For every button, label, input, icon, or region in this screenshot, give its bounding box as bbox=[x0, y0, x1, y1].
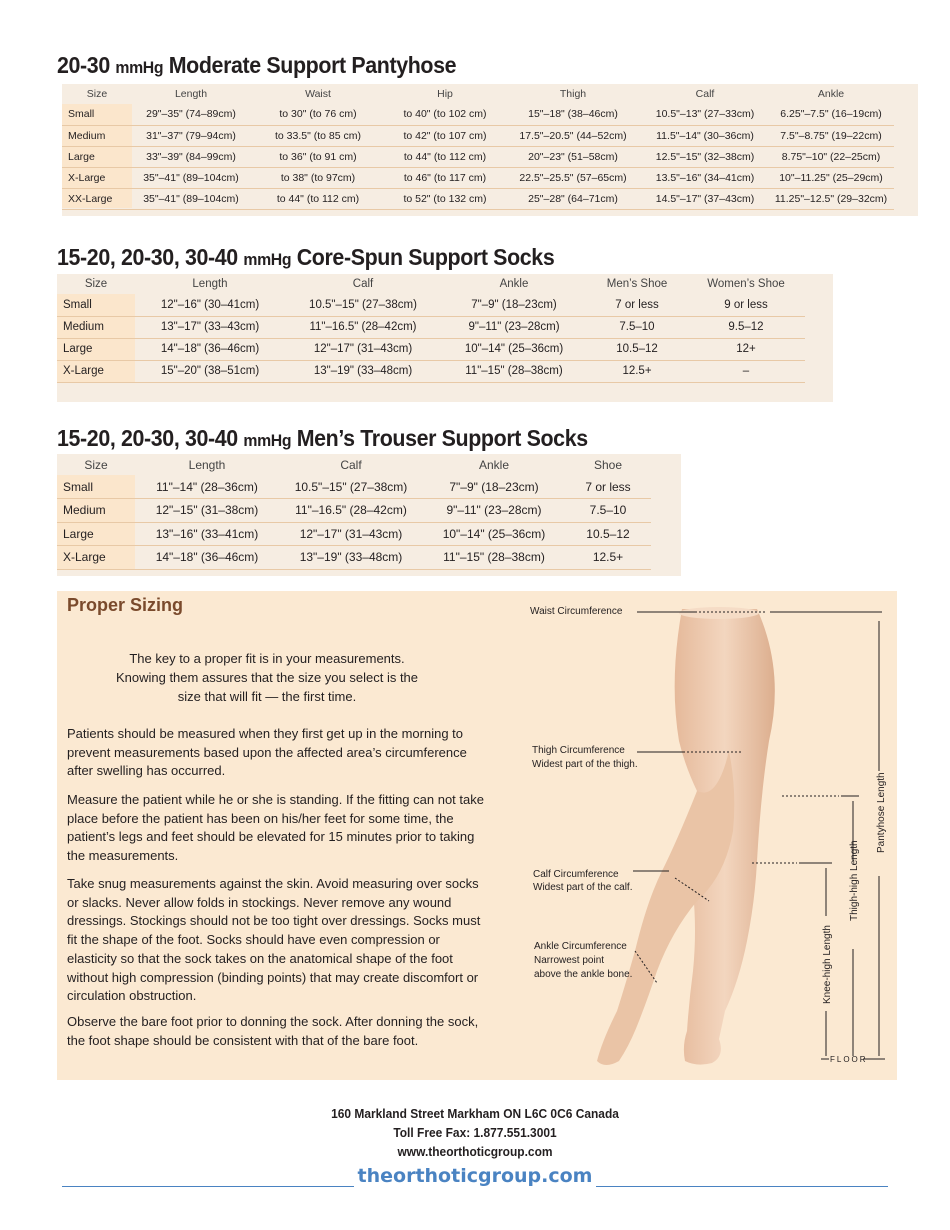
table-cell: to 52" (to 132 cm) bbox=[386, 188, 504, 209]
table-cell: 14"–18" (36–46cm) bbox=[135, 546, 279, 570]
table-cell: 9"–11" (23–28cm) bbox=[441, 316, 587, 338]
table-cell: 22.5"–25.5" (57–65cm) bbox=[504, 167, 642, 188]
ankle-sub-label-1: Narrowest point bbox=[534, 955, 605, 966]
table-row bbox=[57, 522, 651, 546]
proper-sizing-heading: Proper Sizing bbox=[67, 595, 184, 615]
table-cell: 14"–18" (36–46cm) bbox=[135, 338, 285, 360]
footer-fax: Toll Free Fax: 1.877.551.3001 bbox=[393, 1125, 557, 1140]
table-cell: 15"–18" (38–46cm) bbox=[504, 104, 642, 125]
trouser-title-text: Men’s Trouser Support Socks bbox=[296, 425, 588, 451]
table-cell: 11.25"–12.5" (29–32cm) bbox=[768, 188, 894, 209]
table-cell: to 46" (to 117 cm) bbox=[386, 167, 504, 188]
table-cell: 13"–19" (33–48cm) bbox=[279, 546, 423, 570]
footer-site bbox=[0, 1165, 950, 1187]
table-cell: 10.5"–15" (27–38cm) bbox=[279, 475, 423, 499]
table-cell: 11"–16.5" (28–42cm) bbox=[285, 316, 441, 338]
footer-address: 160 Markland Street Markham ON L6C 0C6 Canada bbox=[331, 1106, 619, 1121]
thigh-high-length-label: Thigh-high Length bbox=[849, 840, 860, 921]
table-cell: 12.5"–15" (32–38cm) bbox=[642, 146, 768, 167]
table-cell: 13"–17" (33–43cm) bbox=[135, 316, 285, 338]
pantyhose-table bbox=[62, 84, 894, 210]
table-cell: 35"–41" (89–104cm) bbox=[132, 167, 250, 188]
table-cell: 10.5–12 bbox=[565, 522, 651, 546]
pantyhose-header-3: Hip bbox=[437, 88, 453, 100]
calf-label: Calf Circumference bbox=[533, 869, 619, 880]
waist-label: Waist Circumference bbox=[530, 606, 623, 617]
pantyhose-length-label: Pantyhose Length bbox=[876, 772, 887, 853]
table-row bbox=[62, 104, 894, 125]
table-cell: 11"–15" (28–38cm) bbox=[423, 546, 565, 570]
trouser-header-1: Length bbox=[188, 457, 226, 472]
corespun-header-0: Size bbox=[84, 278, 108, 290]
trouser-header-0: Size bbox=[84, 457, 108, 472]
size-cell: X-Large bbox=[57, 546, 135, 570]
table-row bbox=[62, 125, 894, 146]
table-cell: 33"–39" (84–99cm) bbox=[132, 146, 250, 167]
trouser-header-2: Calf bbox=[340, 457, 362, 472]
trouser-table bbox=[57, 454, 651, 570]
pantyhose-title-text: Moderate Support Pantyhose bbox=[168, 52, 457, 78]
table-cell: 12"–17" (31–43cm) bbox=[279, 522, 423, 546]
table-cell: 12"–16" (30–41cm) bbox=[135, 294, 285, 316]
floor-label: FLOOR bbox=[830, 1055, 868, 1064]
table-cell: 17.5"–20.5" (44–52cm) bbox=[504, 125, 642, 146]
table-cell: 12.5+ bbox=[565, 546, 651, 570]
table-cell: 9.5–12 bbox=[687, 316, 805, 338]
corespun-header-3: Ankle bbox=[499, 278, 529, 290]
pantyhose-header-0: Size bbox=[86, 88, 108, 100]
sizing-paragraph-1: Patients should be measured when they first get up in the morning to prevent measurements based upon the affected area’s circumference after swelling has occurred. bbox=[67, 726, 467, 779]
size-cell: Large bbox=[57, 522, 135, 546]
table-cell: 15"–20" (38–51cm) bbox=[135, 360, 285, 382]
table-cell: to 33.5" (to 85 cm) bbox=[250, 125, 386, 146]
thigh-sub-label: Widest part of the thigh. bbox=[532, 759, 638, 770]
ankle-label: Ankle Circumference bbox=[534, 941, 627, 952]
size-cell: Medium bbox=[62, 125, 132, 146]
corespun-table bbox=[57, 274, 805, 383]
table-cell: 10"–11.25" (25–29cm) bbox=[768, 167, 894, 188]
table-cell: 29"–35" (74–89cm) bbox=[132, 104, 250, 125]
corespun-title-unit: mmHg bbox=[243, 250, 292, 269]
table-cell: 12"–15" (31–38cm) bbox=[135, 499, 279, 523]
table-cell: 25"–28" (64–71cm) bbox=[504, 188, 642, 209]
footer-web[interactable]: www.theorthoticgroup.com bbox=[397, 1144, 553, 1159]
pantyhose-legs-illustration bbox=[597, 607, 775, 1065]
size-cell: X-Large bbox=[62, 167, 132, 188]
table-cell: 7.5"–8.75" (19–22cm) bbox=[768, 125, 894, 146]
table-cell: 10"–14" (25–36cm) bbox=[441, 338, 587, 360]
table-row bbox=[57, 499, 651, 523]
table-cell: 13"–16" (33–41cm) bbox=[135, 522, 279, 546]
table-row bbox=[57, 360, 805, 382]
pantyhose-title-unit: mmHg bbox=[115, 58, 164, 77]
table-cell: 10.5–12 bbox=[587, 338, 687, 360]
calf-sub-label: Widest part of the calf. bbox=[533, 882, 633, 893]
table-cell: 12"–17" (31–43cm) bbox=[285, 338, 441, 360]
proper-sizing-intro: The key to a proper fit is in your measurements. Knowing them assures that the size you select is the size that will fit — the first time. bbox=[115, 651, 419, 704]
table-cell: 13.5"–16" (34–41cm) bbox=[642, 167, 768, 188]
corespun-header-5: Women’s Shoe bbox=[707, 278, 785, 290]
sizing-paragraph-4: Observe the bare foot prior to donning the sock. After donning the sock, the foot shape should be consistent with that of the bare foot. bbox=[67, 1014, 479, 1048]
table-cell: 12+ bbox=[687, 338, 805, 360]
table-cell: 10.5"–13" (27–33cm) bbox=[642, 104, 768, 125]
table-cell: to 30" (to 76 cm) bbox=[250, 104, 386, 125]
pantyhose-header-5: Calf bbox=[695, 88, 715, 100]
table-cell: 10.5"–15" (27–38cm) bbox=[285, 294, 441, 316]
corespun-header-2: Calf bbox=[352, 278, 374, 290]
knee-high-length-label: Knee-high Length bbox=[822, 925, 833, 1004]
pantyhose-title-range: 20-30 bbox=[57, 52, 110, 78]
table-cell: 7.5–10 bbox=[587, 316, 687, 338]
table-cell: 10"–14" (25–36cm) bbox=[423, 522, 565, 546]
table-cell: to 38" (to 97cm) bbox=[250, 167, 386, 188]
table-cell: 11"–15" (28–38cm) bbox=[441, 360, 587, 382]
sizing-paragraph-3: Take snug measurements against the skin. Avoid measuring over socks or slacks. Never allow folds in stockings. Never remove any wound dressings. Stockings should not be too tight over dressings. Socks must fit the shape of the foot. Socks should have even compression or elasticity so that the sock takes on the anatomical shape of the foot without high compression (binding points) that may create discomfort or circulation obstruction. bbox=[67, 876, 481, 1004]
table-cell: 7 or less bbox=[587, 294, 687, 316]
waistband bbox=[679, 607, 759, 619]
table-cell: to 40" (to 102 cm) bbox=[386, 104, 504, 125]
pantyhose-header-2: Waist bbox=[305, 88, 331, 100]
table-cell: to 42" (to 107 cm) bbox=[386, 125, 504, 146]
legs-diagram bbox=[57, 591, 897, 1080]
size-cell: Large bbox=[57, 338, 135, 360]
corespun-header-4: Men’s Shoe bbox=[606, 278, 668, 290]
size-cell: Medium bbox=[57, 499, 135, 523]
table-row bbox=[62, 146, 894, 167]
size-cell: Small bbox=[57, 294, 135, 316]
corespun-title bbox=[57, 244, 554, 271]
corespun-title-text: Core-Spun Support Socks bbox=[296, 244, 555, 270]
table-cell: 7"–9" (18–23cm) bbox=[423, 475, 565, 499]
table-cell: 8.75"–10" (22–25cm) bbox=[768, 146, 894, 167]
pantyhose-header-6: Ankle bbox=[817, 88, 845, 100]
size-cell: XX-Large bbox=[62, 188, 132, 209]
table-cell: 11"–16.5" (28–42cm) bbox=[279, 499, 423, 523]
table-row bbox=[62, 188, 894, 209]
table-row bbox=[57, 546, 651, 570]
table-row bbox=[57, 475, 651, 499]
table-cell: 9"–11" (23–28cm) bbox=[423, 499, 565, 523]
table-cell: to 44" (to 112 cm) bbox=[250, 188, 386, 209]
table-row bbox=[57, 294, 805, 316]
table-cell: 35"–41" (89–104cm) bbox=[132, 188, 250, 209]
table-cell: – bbox=[687, 360, 805, 382]
size-cell: X-Large bbox=[57, 360, 135, 382]
table-cell: to 44" (to 112 cm) bbox=[386, 146, 504, 167]
trouser-title bbox=[57, 425, 588, 452]
trouser-header-3: Ankle bbox=[478, 457, 510, 472]
table-cell: to 36" (to 91 cm) bbox=[250, 146, 386, 167]
table-cell: 11"–14" (28–36cm) bbox=[135, 475, 279, 499]
table-cell: 12.5+ bbox=[587, 360, 687, 382]
trouser-title-unit: mmHg bbox=[243, 431, 292, 450]
site-link[interactable]: theorthoticgroup.com bbox=[354, 1165, 597, 1187]
size-cell: Medium bbox=[57, 316, 135, 338]
table-cell: 9 or less bbox=[687, 294, 805, 316]
table-cell: 31"–37" (79–94cm) bbox=[132, 125, 250, 146]
pantyhose-header-1: Length bbox=[174, 88, 208, 100]
corespun-title-range: 15-20, 20-30, 30-40 bbox=[57, 244, 238, 270]
table-row bbox=[57, 338, 805, 360]
table-cell: 6.25"–7.5" (16–19cm) bbox=[768, 104, 894, 125]
size-cell: Large bbox=[62, 146, 132, 167]
sizing-paragraph-2: Measure the patient while he or she is standing. If the fitting can not take place before the patient has been on his/her feet for some time, the patient’s legs and feet should be elevated for 15 minutes prior to taking the measurements. bbox=[67, 792, 484, 864]
thigh-label: Thigh Circumference bbox=[532, 745, 625, 756]
size-cell: Small bbox=[62, 104, 132, 125]
size-cell: Small bbox=[57, 475, 135, 499]
ankle-sub-label-2: above the ankle bone. bbox=[534, 969, 633, 980]
table-cell: 7 or less bbox=[565, 475, 651, 499]
table-cell: 13"–19" (33–48cm) bbox=[285, 360, 441, 382]
table-cell: 20"–23" (51–58cm) bbox=[504, 146, 642, 167]
table-cell: 11.5"–14" (30–36cm) bbox=[642, 125, 768, 146]
pantyhose-title bbox=[57, 52, 456, 79]
corespun-header-1: Length bbox=[192, 278, 228, 290]
table-cell: 7"–9" (18–23cm) bbox=[441, 294, 587, 316]
proper-sizing-panel bbox=[57, 591, 897, 1080]
table-cell: 14.5"–17" (37–43cm) bbox=[642, 188, 768, 209]
table-row bbox=[57, 316, 805, 338]
trouser-title-range: 15-20, 20-30, 30-40 bbox=[57, 425, 238, 451]
trouser-header-4: Shoe bbox=[593, 457, 623, 472]
table-cell: 7.5–10 bbox=[565, 499, 651, 523]
pantyhose-header-4: Thigh bbox=[559, 88, 587, 100]
table-row bbox=[62, 167, 894, 188]
